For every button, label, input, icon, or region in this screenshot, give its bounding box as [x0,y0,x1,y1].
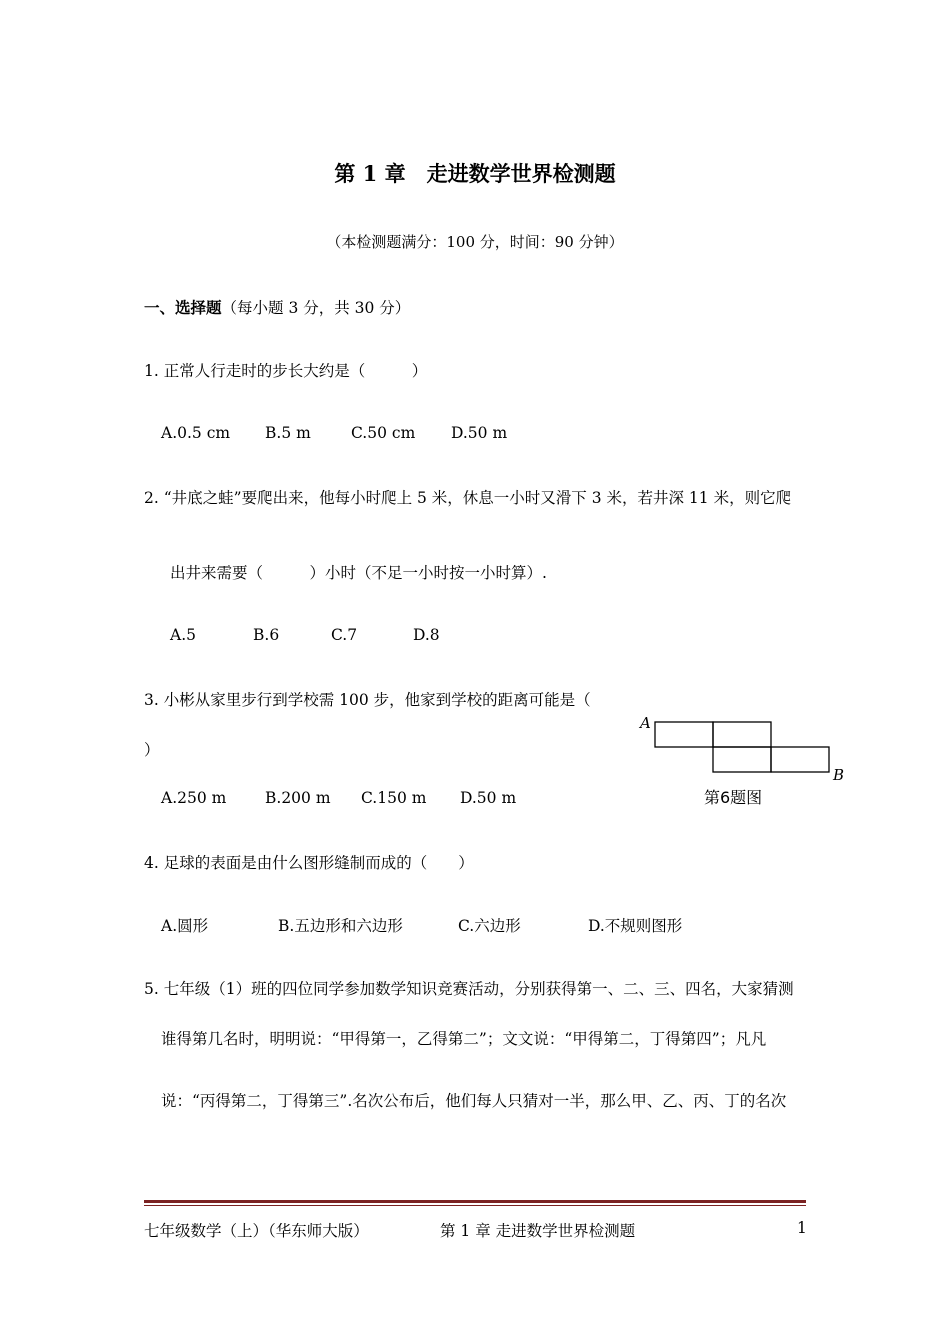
question-2-options [170,626,440,644]
exam-info: （本检测题满分：100 分，时间：90 分钟） [326,233,624,251]
page-title: 第 1 章 走进数学世界检测题 [334,161,616,186]
point-a-label: A [640,714,651,732]
grid-cell [713,747,771,772]
option-a: A.250 m [161,789,227,807]
page-number: 1 [797,1219,807,1237]
option-c: C.50 cm [351,424,416,442]
section-note: （每小题 3 分，共 30 分） [221,299,411,317]
section-heading [144,296,410,318]
figure-caption: 第6题图 [704,788,763,807]
question-3-options [161,789,516,807]
option-a: A.圆形 [161,917,209,935]
option-d: D.8 [413,626,440,644]
option-c: C.六边形 [458,917,521,935]
question-1-options [161,424,507,442]
option-d: D.50 m [460,789,517,807]
question-4-stem: 4. 足球的表面是由什么图形缝制而成的（ ） [144,854,474,872]
option-d: D.50 m [451,424,508,442]
grid-cell [713,722,771,747]
option-b: B.200 m [265,789,331,807]
question-5-line2: 谁得第几名时，明明说：“甲得第一，乙得第二”；文文说：“甲得第二，丁得第四”；凡凡 [161,1030,767,1048]
question-5-line3: 说：“丙得第二，丁得第三”.名次公布后，他们每人只猜对一半，那么甲、乙、丙、丁的名次 [161,1092,787,1110]
option-b: B.6 [253,626,280,644]
footer-chapter-title: 第 1 章 走进数学世界检测题 [440,1222,636,1240]
option-c: C.7 [331,626,358,644]
question-6-figure [638,712,848,812]
footer-book-title: 七年级数学（上）（华东师大版） [144,1222,369,1240]
option-a: A.0.5 cm [161,424,231,442]
grid-cell [655,722,713,747]
option-c: C.150 m [361,789,427,807]
question-3-stem-line1: 3. 小彬从家里步行到学校需 100 步，他家到学校的距离可能是（ [144,691,591,709]
question-3-stem-line2: ） [144,741,160,759]
question-1-stem: 1. 正常人行走时的步长大约是（ ） [144,362,428,380]
footer-rule-thin [144,1205,806,1206]
question-5-line1: 5. 七年级（1）班的四位同学参加数学知识竞赛活动，分别获得第一、二、三、四名，大家猜测 [144,980,794,998]
footer-rule [144,1200,806,1203]
question-2-stem-line1: 2. “井底之蛙”要爬出来，他每小时爬上 5 米，休息一小时又滑下 3 米，若井深 11 米，则它爬 [144,489,792,507]
option-a: A.5 [170,626,196,644]
option-d: D.不规则图形 [588,917,683,935]
option-b: B.5 m [265,424,311,442]
grid-cell [771,747,829,772]
option-b: B.五边形和六边形 [278,917,403,935]
section-title: 一、选择题 [144,298,222,317]
question-2-stem-line2: 出井来需要（ ）小时（不足一小时按一小时算）. [170,564,547,582]
question-4-options [161,914,682,936]
point-b-label: B [833,766,845,784]
